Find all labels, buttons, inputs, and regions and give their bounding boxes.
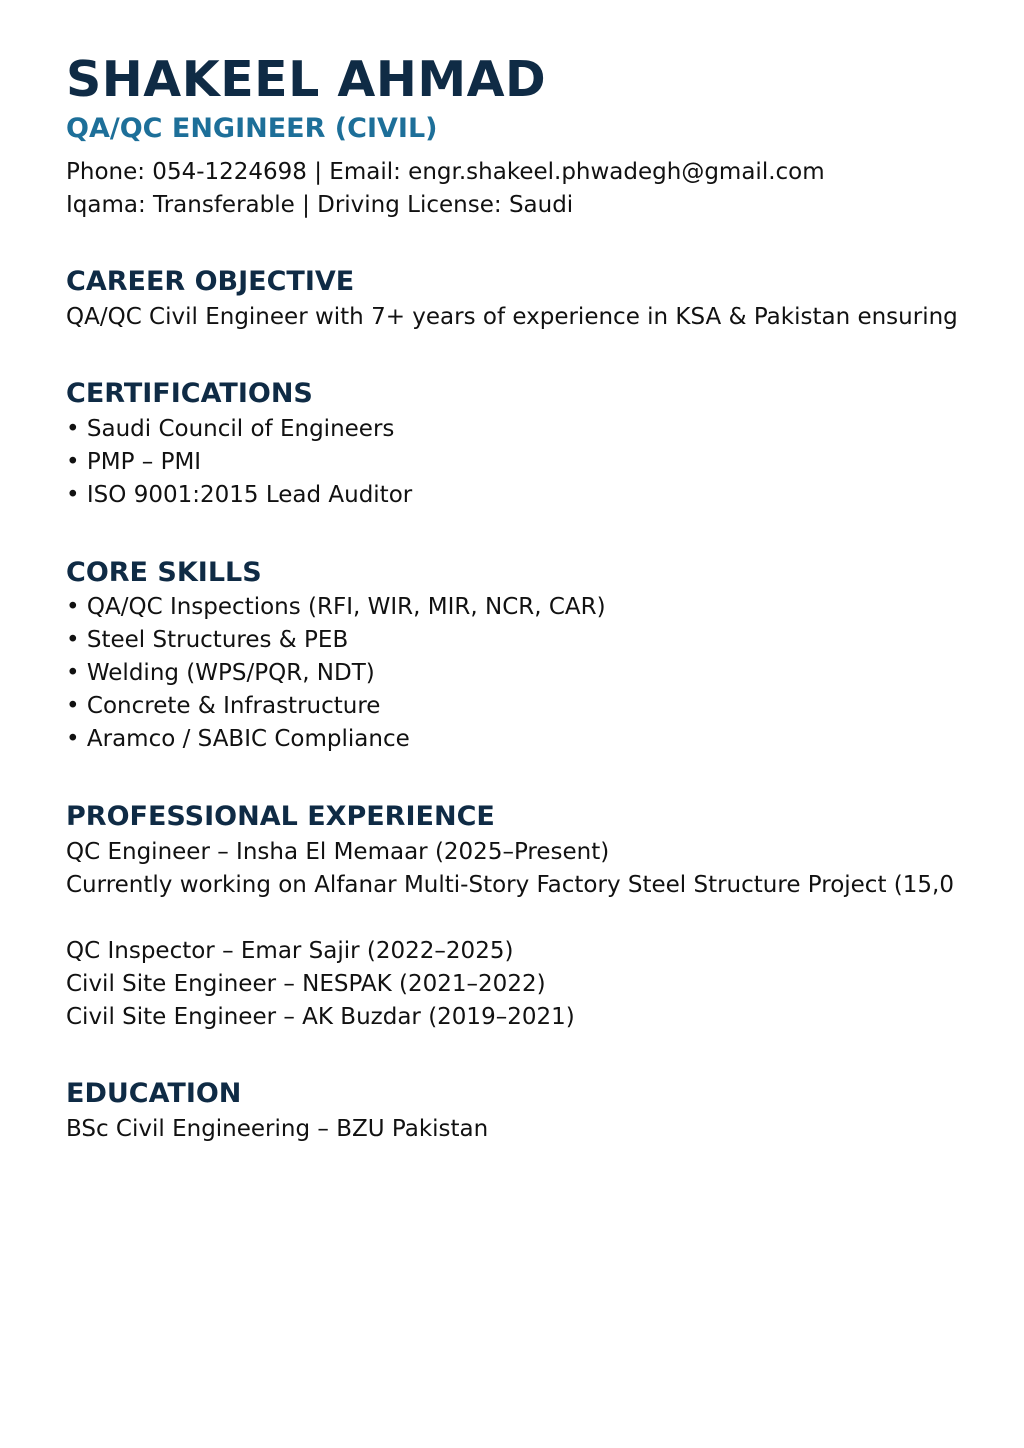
section-title-certifications: CERTIFICATIONS bbox=[66, 378, 313, 409]
section-title-education: EDUCATION bbox=[66, 1078, 242, 1109]
experience-previous-role: Civil Site Engineer – NESPAK (2021–2022) bbox=[66, 971, 546, 997]
contact-line-phone-email: Phone: 054-1224698 | Email: engr.shakeel.phwadegh@gmail.com bbox=[66, 159, 825, 185]
list-item-certification: • ISO 9001:2015 Lead Auditor bbox=[66, 479, 412, 512]
candidate-name: SHAKEEL AHMAD bbox=[66, 51, 547, 108]
experience-current-role: QC Engineer – Insha El Memaar (2025–Present) bbox=[66, 839, 610, 865]
section-title-core-skills: CORE SKILLS bbox=[66, 557, 262, 588]
contact-info bbox=[66, 156, 825, 222]
list-item-skill: • QA/QC Inspections (RFI, WIR, MIR, NCR, CAR) bbox=[66, 591, 606, 624]
list-item-skill: • Welding (WPS/PQR, NDT) bbox=[66, 657, 606, 690]
experience-previous-role: Civil Site Engineer – AK Buzdar (2019–2021) bbox=[66, 1004, 575, 1030]
contact-line-iqama-license: Iqama: Transferable | Driving License: Saudi bbox=[66, 192, 574, 218]
list-item-certification: • Saudi Council of Engineers bbox=[66, 413, 412, 446]
experience-spacer bbox=[66, 902, 954, 935]
experience-previous-role: QC Inspector – Emar Sajir (2022–2025) bbox=[66, 938, 514, 964]
core-skills-list bbox=[66, 591, 606, 756]
candidate-role: QA/QC ENGINEER (CIVIL) bbox=[66, 113, 438, 144]
experience-block bbox=[66, 836, 954, 1034]
list-item-certification: • PMP – PMI bbox=[66, 446, 412, 479]
career-objective-text-block bbox=[66, 301, 958, 334]
education-block bbox=[66, 1113, 488, 1146]
education-text: BSc Civil Engineering – BZU Pakistan bbox=[66, 1116, 489, 1142]
list-item-skill: • Aramco / SABIC Compliance bbox=[66, 723, 606, 756]
experience-current-detail: Currently working on Alfanar Multi-Story Factory Steel Structure Project (15,0 bbox=[66, 872, 954, 898]
career-objective-text: QA/QC Civil Engineer with 7+ years of experience in KSA & Pakistan ensuring bbox=[66, 304, 958, 330]
certifications-list bbox=[66, 413, 412, 512]
section-title-professional-experience: PROFESSIONAL EXPERIENCE bbox=[66, 801, 495, 832]
section-title-career-objective: CAREER OBJECTIVE bbox=[66, 266, 355, 297]
list-item-skill: • Steel Structures & PEB bbox=[66, 624, 606, 657]
resume-page bbox=[66, 0, 1024, 1448]
list-item-skill: • Concrete & Infrastructure bbox=[66, 690, 606, 723]
